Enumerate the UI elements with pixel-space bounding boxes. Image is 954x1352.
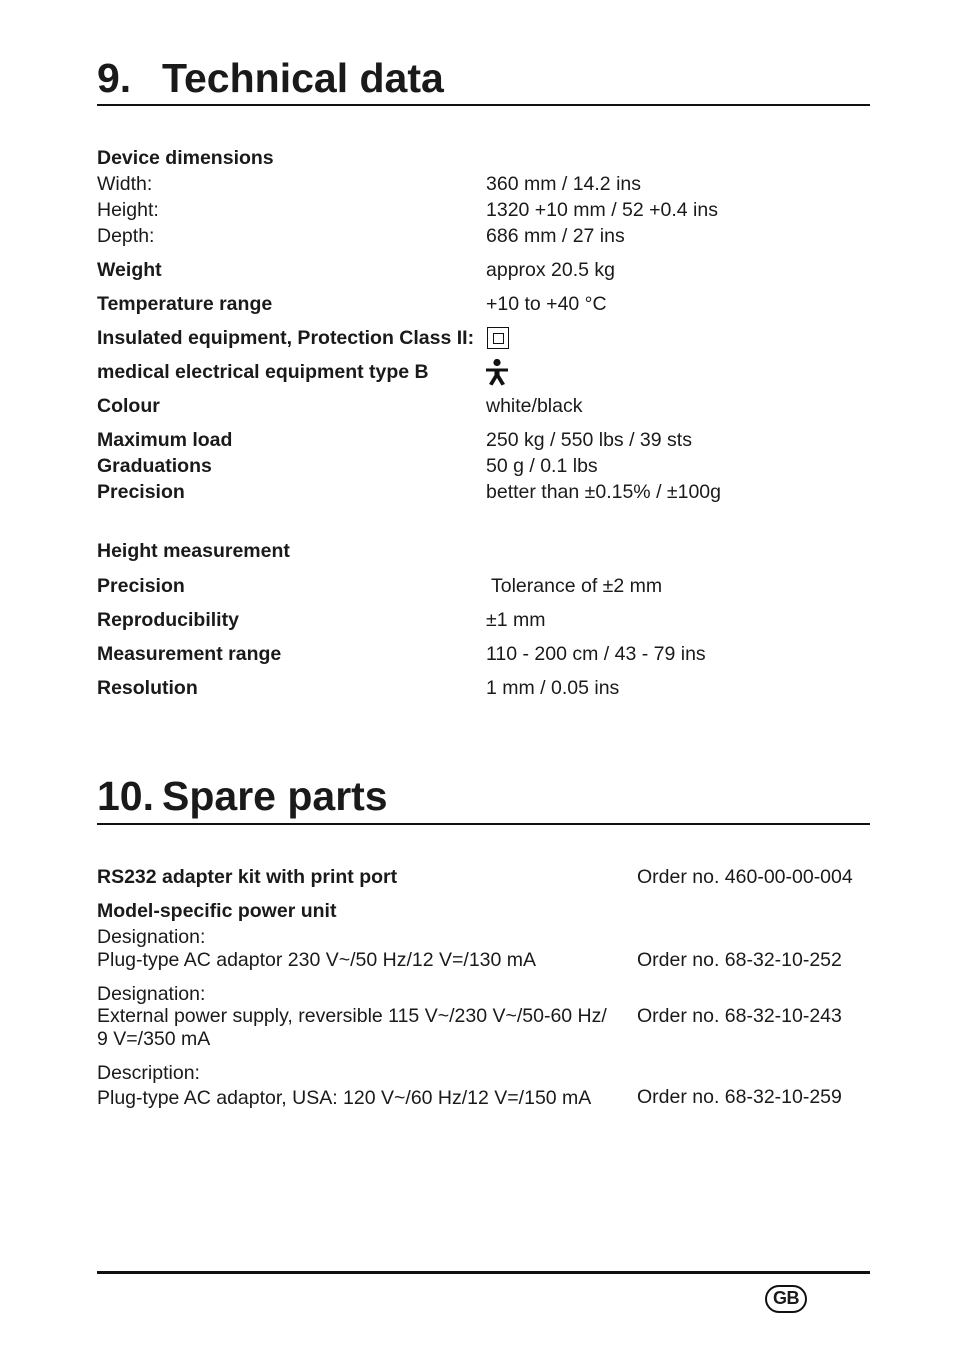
width-value: 360 mm / 14.2 ins xyxy=(486,173,641,195)
measurement-range-label: Measurement range xyxy=(97,643,282,665)
rs232-label: RS232 adapter kit with print port xyxy=(97,866,398,888)
item1-caption: Designation: xyxy=(97,926,206,948)
height-measurement-heading: Height measurement xyxy=(97,540,290,562)
height-value: 1320 +10 mm / 52 +0.4 ins xyxy=(486,199,718,221)
item3-caption: Description: xyxy=(97,1062,200,1084)
item2-text-line2: 9 V=/350 mA xyxy=(97,1028,211,1050)
temperature-value: +10 to +40 °C xyxy=(486,293,607,315)
language-badge: GB xyxy=(765,1285,807,1313)
section-9-rule xyxy=(97,104,870,106)
double-square-icon xyxy=(487,327,509,349)
precision-label: Precision xyxy=(97,481,185,503)
medical-label: medical electrical equipment type B xyxy=(97,361,429,383)
width-label: Width: xyxy=(97,173,153,195)
colour-value: white/black xyxy=(486,395,583,417)
item3-text: Plug-type AC adaptor, USA: 120 V~/60 Hz/12 V=/150 mA xyxy=(97,1087,592,1109)
item1-text: Plug-type AC adaptor 230 V~/50 Hz/12 V=/130 mA xyxy=(97,949,537,971)
graduations-label: Graduations xyxy=(97,455,212,477)
max-load-label: Maximum load xyxy=(97,429,233,451)
precision-value: better than ±0.15% / ±100g xyxy=(486,481,721,503)
max-load-value: 250 kg / 550 lbs / 39 sts xyxy=(486,429,692,451)
insulated-label: Insulated equipment, Protection Class II: xyxy=(97,327,475,349)
measurement-range-value: 110 - 200 cm / 43 - 79 ins xyxy=(486,643,706,665)
item2-order: Order no. 68-32-10-243 xyxy=(637,1005,842,1027)
section-9-number: 9. xyxy=(97,55,132,101)
section-10-rule xyxy=(97,823,870,825)
section-10-title: Spare parts xyxy=(162,773,388,819)
depth-value: 686 mm / 27 ins xyxy=(486,225,625,247)
graduations-value: 50 g / 0.1 lbs xyxy=(486,455,598,477)
item2-text-line1: External power supply, reversible 115 V~/230 V~/50-60 Hz/ xyxy=(97,1005,607,1027)
height-label: Height: xyxy=(97,199,159,221)
item2-caption: Designation: xyxy=(97,983,206,1005)
temperature-label: Temperature range xyxy=(97,293,273,315)
reproducibility-value: ±1 mm xyxy=(486,609,546,631)
resolution-value: 1 mm / 0.05 ins xyxy=(486,677,620,699)
item1-order: Order no. 68-32-10-252 xyxy=(637,949,842,971)
power-unit-heading: Model-specific power unit xyxy=(97,900,337,922)
colour-label: Colour xyxy=(97,395,160,417)
weight-label: Weight xyxy=(97,259,162,281)
hm-precision-value: Tolerance of ±2 mm xyxy=(491,575,663,597)
section-9-title: Technical data xyxy=(162,55,444,101)
footer-rule xyxy=(97,1271,870,1274)
depth-label: Depth: xyxy=(97,225,155,247)
person-icon xyxy=(484,358,510,386)
rs232-order: Order no. 460-00-00-004 xyxy=(637,866,853,888)
resolution-label: Resolution xyxy=(97,677,198,699)
dimensions-heading: Device dimensions xyxy=(97,147,274,169)
section-10-number: 10. xyxy=(97,773,154,819)
hm-precision-label: Precision xyxy=(97,575,185,597)
item3-order: Order no. 68-32-10-259 xyxy=(637,1086,842,1108)
reproducibility-label: Reproducibility xyxy=(97,609,239,631)
weight-value: approx 20.5 kg xyxy=(486,259,616,281)
